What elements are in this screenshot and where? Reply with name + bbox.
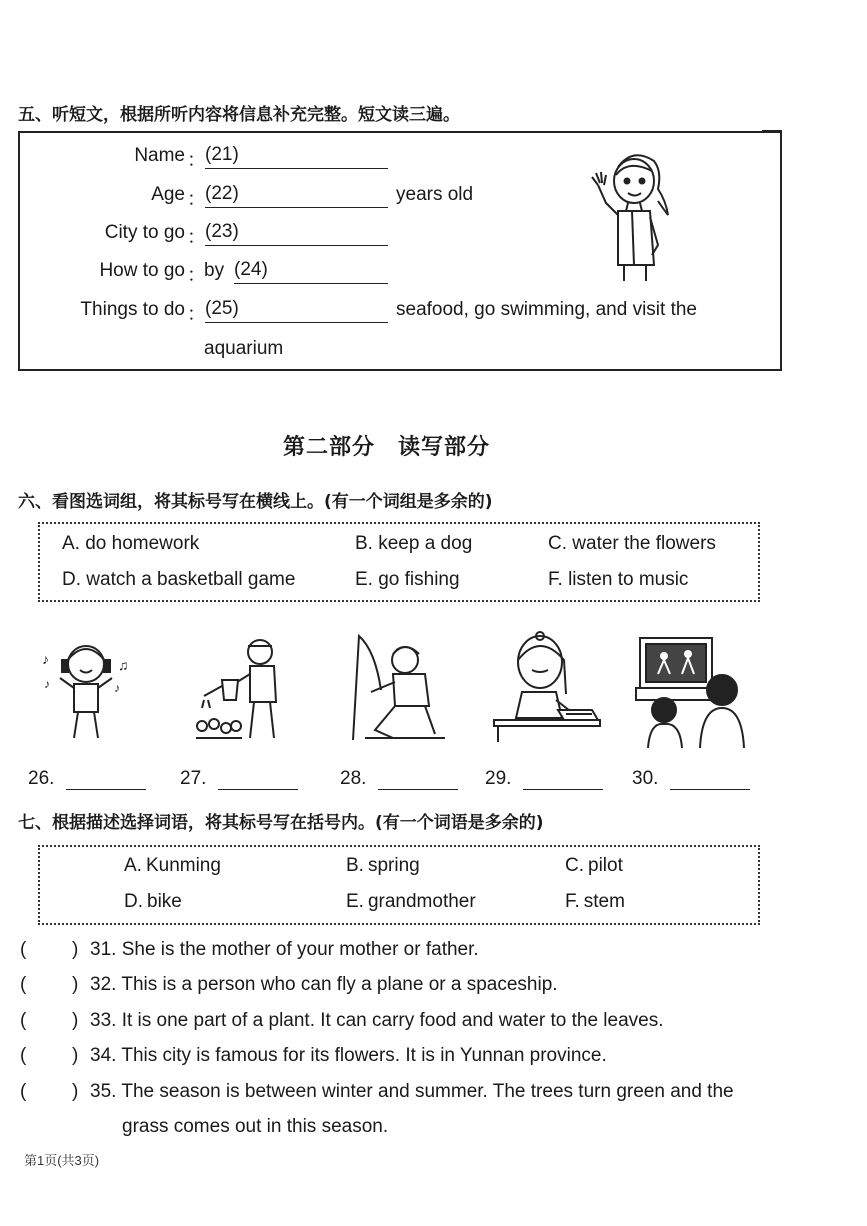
question-32: 32. This is a person who can fly a plane or a spaceship.	[90, 974, 558, 995]
blank-21[interactable]: (21)	[205, 142, 388, 169]
city-label: City to go	[104, 222, 185, 243]
svg-text:♪: ♪	[42, 651, 49, 667]
section7-title: 七、根据描述选择词语，将其标号写在括号内。(有一个词语是多余的)	[18, 813, 544, 833]
answer-29-line[interactable]	[523, 787, 603, 790]
q34-close-paren: )	[72, 1045, 79, 1066]
homework-picture	[488, 630, 606, 748]
name-colon: ：	[187, 150, 207, 171]
option-f: F. listen to music	[548, 569, 689, 590]
water-flowers-picture	[188, 630, 306, 748]
option-b: B. keep a dog	[355, 533, 473, 554]
q32-open-paren[interactable]: (	[20, 974, 27, 995]
svg-text:♪: ♪	[114, 681, 120, 695]
question-33: 33. It is one part of a plant. It can carry food and water to the leaves.	[90, 1010, 664, 1031]
answer-28-line[interactable]	[378, 787, 458, 790]
svg-text:♪: ♪	[44, 677, 50, 691]
watch-tv-picture	[630, 630, 748, 748]
word-option-b: B. spring	[346, 855, 420, 876]
section6-title: 六、看图选词组，将其标号写在横线上。(有一个词组是多余的)	[18, 492, 493, 512]
answer-27-number: 27.	[180, 768, 207, 789]
q33-open-paren[interactable]: (	[20, 1010, 27, 1031]
answer-30-line[interactable]	[670, 787, 750, 790]
option-e: E. go fishing	[355, 569, 460, 590]
option-a: A. do homework	[62, 533, 200, 554]
age-label: Age	[151, 184, 185, 205]
waving-girl-picture	[588, 145, 678, 285]
q32-close-paren: )	[72, 974, 79, 995]
page-footer: 第1页(共3页)	[24, 1153, 100, 1168]
q31-close-paren: )	[72, 939, 79, 960]
option-d: D. watch a basketball game	[62, 569, 296, 590]
svg-text:♫: ♫	[118, 657, 129, 673]
q33-close-paren: )	[72, 1010, 79, 1031]
things-continuation: aquarium	[204, 338, 284, 359]
word-option-e: E. grandmother	[346, 891, 476, 912]
blank-22[interactable]: (22)	[205, 181, 388, 208]
how-colon: ：	[187, 265, 207, 286]
blank-25[interactable]: (25)	[205, 296, 388, 323]
option-c: C. water the flowers	[548, 533, 716, 554]
how-prefix: by	[204, 260, 225, 281]
age-colon: ：	[187, 189, 207, 210]
q35-open-paren[interactable]: (	[20, 1081, 27, 1102]
answer-26-line[interactable]	[66, 787, 146, 790]
things-suffix: seafood, go swimming, and visit the	[396, 299, 697, 320]
word-option-c: C. pilot	[565, 855, 623, 876]
how-label: How to go	[99, 260, 185, 281]
q35-close-paren: )	[72, 1081, 79, 1102]
answer-28-number: 28.	[340, 768, 367, 789]
word-option-f: F. stem	[565, 891, 625, 912]
question-34: 34. This city is famous for its flowers. It is in Yunnan province.	[90, 1045, 607, 1066]
age-suffix: years old	[396, 184, 474, 205]
part2-title: 第二部分 读写部分	[283, 435, 491, 460]
things-colon: ：	[187, 304, 207, 325]
word-option-a: A. Kunming	[124, 855, 221, 876]
city-colon: ：	[187, 227, 207, 248]
blank-24[interactable]: (24)	[234, 257, 388, 284]
question-35: 35. The season is between winter and summer. The trees turn green and the	[90, 1081, 734, 1102]
q34-open-paren[interactable]: (	[20, 1045, 27, 1066]
listen-music-picture	[28, 630, 146, 748]
answer-27-line[interactable]	[218, 787, 298, 790]
question-31: 31. She is the mother of your mother or father.	[90, 939, 479, 960]
blank-23[interactable]: (23)	[205, 219, 388, 246]
answer-29-number: 29.	[485, 768, 512, 789]
answer-26-number: 26.	[28, 768, 55, 789]
things-label: Things to do	[80, 299, 185, 320]
section5-title: 五、听短文，根据所听内容将信息补充完整。短文读三遍。	[18, 105, 460, 125]
name-label: Name	[134, 145, 185, 166]
question-35-continuation: grass comes out in this season.	[122, 1116, 389, 1137]
word-option-d: D. bike	[124, 891, 182, 912]
fishing-picture	[345, 630, 463, 748]
q31-open-paren[interactable]: (	[20, 939, 27, 960]
answer-30-number: 30.	[632, 768, 659, 789]
